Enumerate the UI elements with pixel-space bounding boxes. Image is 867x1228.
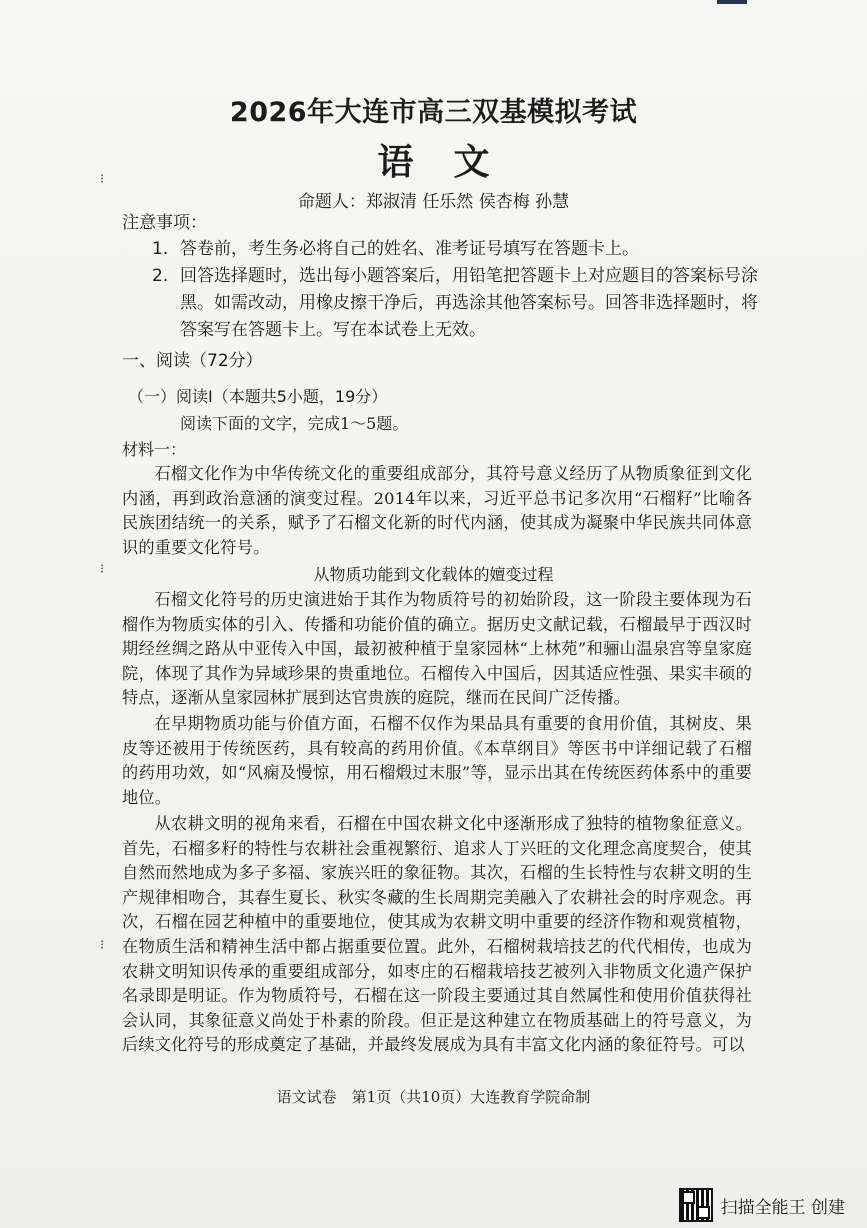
binding-mark: ⁝ — [100, 938, 105, 953]
subsection-heading-reading1: （一）阅读Ⅰ（本题共5小题，19分） — [128, 387, 388, 406]
notice-heading: 注意事项： — [122, 213, 207, 233]
passage-paragraph-1: 石榴文化作为中华传统文化的重要组成部分，其符号意义经历了从物质象征到文化内涵，再到政治意涵的演变过程。2014年以来，习近平总书记多次用“石榴籽”比喻各民族团结统一的关系，赋予了石榴文化新的时代内涵，使其成为凝聚中华民族共同体意识的重要文化符号。 — [122, 464, 752, 557]
notice-text: 回答选择题时，选出每小题答案后，用铅笔把答题卡上对应题目的答案标号涂黑。如需改动，用橡皮擦干净后，再选涂其他答案标号。回答非选择题时，将答案写在答题卡上。写在本试卷上无效。 — [180, 266, 758, 340]
passage-paragraph-2: 石榴文化符号的历史演进始于其作为物质符号的初始阶段，这一阶段主要体现为石榴作为物质实体的引入、传播和功能价值的确立。据历史文献记载，石榴最早于西汉时期经丝绸之路从中亚传入中国，最初被种植于皇家园林“上林苑”和骊山温泉宫等皇家庭院，体现了其作为异域珍果的贵重地位。石榴传入中国后，因其适应性强、果实丰硕的特点，逐渐从皇家园林扩展到达官贵族的庭院，继而在民间广泛传播。 — [122, 590, 752, 708]
exam-title: 2026年大连市高三双基模拟考试 — [229, 97, 638, 128]
passage-subheading: 从物质功能到文化载体的嬗变过程 — [313, 565, 554, 584]
page-footer: 语文试卷 第1页（共10页）大连教育学院命制 — [276, 1088, 591, 1106]
scanner-watermark — [679, 1188, 845, 1222]
authors-line: 命题人：郑淑清 任乐然 侯杏梅 孙慧 — [297, 192, 570, 212]
passage-paragraph-3: 在早期物质功能与价值方面，石榴不仅作为果品具有重要的食用价值，其树皮、果皮等还被用于传统医药，具有较高的药用价值。《本草纲目》等医书中详细记载了石榴的药用功效，如“风痫及慢惊，用石榴煅过末服”等，显示出其在传统医药体系中的重要地位。 — [122, 714, 752, 807]
notice-number: 1. — [152, 239, 169, 259]
notice-number: 2. — [152, 266, 169, 286]
watermark-text: 扫描全能王 创建 — [720, 1197, 845, 1218]
qr-code-icon — [679, 1188, 713, 1222]
material-label: 材料一： — [122, 440, 187, 459]
subject-title: 语文 — [377, 141, 530, 183]
passage-paragraph-4: 从农耕文明的视角来看，石榴在中国农耕文化中逐渐形成了独特的植物象征意义。首先，石榴多籽的特性与农耕社会重视繁衍、追求人丁兴旺的文化理念高度契合，使其自然而然地成为多子多福、家族兴旺的象征物。其次，石榴的生长特性与农耕文明的生产规律相吻合，其春生夏长、秋实冬藏的生长周期完美融入了农耕社会的时序观念。再次，石榴在园艺种植中的重要地位，使其成为农耕文明中重要的经济作物和观赏植物，在物质生活和精神生活中都占据重要位置。此外，石榴树栽培技艺的代代相传，也成为农耕文明知识传承的重要组成部分，如枣庄的石榴栽培技艺被列入非物质文化遗产保护名录即是明证。作为物质符号，石榴在这一阶段主要通过其自然属性和使用价值获得社会认同，其象征意义尚处于朴素的阶段。但正是这种建立在物质基础上的符号意义，为后续文化符号的形成奠定了基础，并最终发展成为具有丰富文化内涵的象征符号。可以 — [122, 814, 752, 1055]
notice-text: 答卷前，考生务必将自己的姓名、准考证号填写在答题卡上。 — [180, 239, 639, 259]
notice-item — [152, 236, 772, 263]
reading-instruction: 阅读下面的文字，完成1～5题。 — [180, 414, 409, 433]
notice-item — [152, 263, 772, 344]
binding-mark: ⁝ — [100, 172, 105, 187]
section-heading-reading: 一、阅读（72分） — [122, 351, 263, 371]
scan-edge-mark — [717, 0, 747, 4]
notice-list — [152, 236, 772, 344]
binding-mark: ⁝ — [100, 562, 105, 577]
